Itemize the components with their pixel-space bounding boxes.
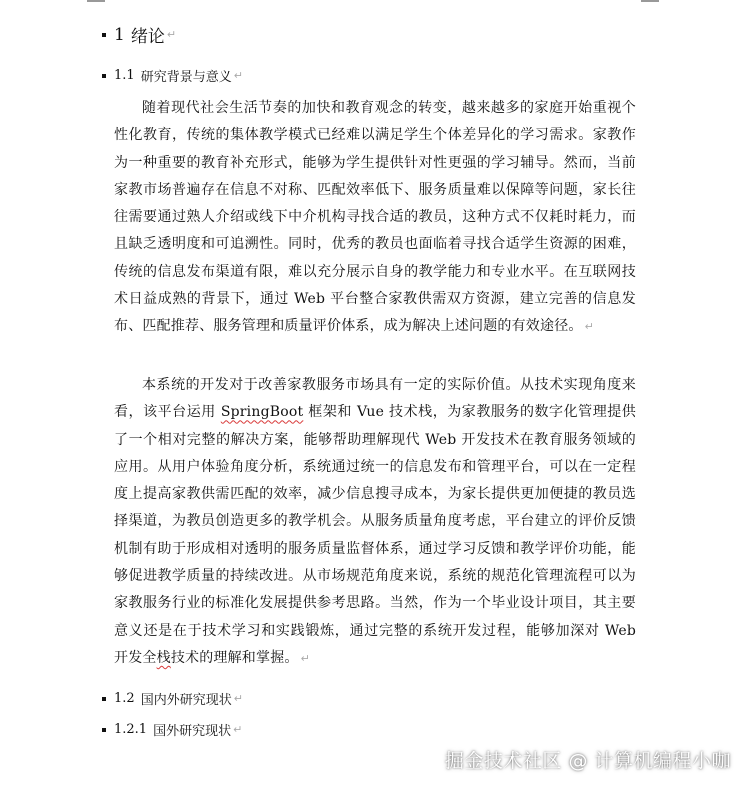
heading-bullet-icon [102, 728, 106, 732]
chapter-heading[interactable] [102, 22, 176, 47]
chapter-title: 绪论 [130, 27, 165, 47]
section-title: 国内外研究现状 [140, 693, 232, 708]
section-heading-1-2[interactable] [102, 689, 243, 708]
heading-bullet-icon [102, 697, 106, 701]
spellcheck-word-zhan[interactable]: 栈 [156, 649, 171, 666]
body-paragraph-1[interactable] [114, 95, 636, 341]
heading-bullet-icon [102, 74, 106, 78]
paragraph-text: 随着现代社会生活节奏的加快和教育观念的转变，越来越多的家庭开始重视个性化教育，传统的集体教学模式已经难以满足学生个体差异化的学习需求。家教作为一种重要的教育补充形式，能够为学生提供针对性更强的学习辅导。然而，当前家教市场普遍存在信息不对称、匹配效率低下、服务质量难以保障等问题，家长往往需要通过熟人介绍或线下中介机构寻找合适的教员，这种方式不仅耗时耗力，而且缺乏透明度和可追溯性。同时，优秀的教员也面临着寻找合适学生资源的困难，传统的信息发布渠道有限，难以充分展示自身的教学能力和专业水平。在互联网技术日益成熟的背景下，通过 Web 平台整合家教供需双方资源，建立完善的信息发布、匹配推荐、服务管理和质量评价体系，成为解决上述问题的有效途径。 [114, 100, 636, 335]
paragraph-text-end: 技术的理解和掌握。 [170, 649, 299, 666]
page-corner-mark-right [641, 0, 659, 2]
section-title: 研究背景与意义 [140, 70, 232, 85]
page-corner-mark-left [87, 0, 105, 2]
chapter-number: 1 [114, 24, 125, 45]
section-number: 1.2 [114, 691, 135, 706]
section-title: 国外研究现状 [153, 724, 232, 739]
section-number: 1.2.1 [114, 722, 148, 737]
heading-bullet-icon [102, 33, 106, 37]
section-heading-1-1[interactable] [102, 66, 243, 85]
paragraph-mark-icon: ↵ [233, 692, 243, 705]
paragraph-text-start: 本系统的开发对于改善家教服务市场具有一定的实际价值。从技术实现角度来看，该平台运用 [114, 377, 636, 421]
spellcheck-word-springboot[interactable]: SpringBoot [220, 404, 304, 421]
paragraph-text-middle: 框架和 Vue 技术栈，为家教服务的数字化管理提供了一个相对完整的解决方案，能够帮助理解现代 Web 开发技术在教育服务领域的应用。从用户体验角度分析，系统通过统一的信息发布和管理平台，可以在一定程度上提高家教供需匹配的效率，减少信息搜寻成本，为家长提供更加便捷的教员选择渠道，为教员创造更多的教学机会。从服务质量角度考虑，平台建立的评价反馈机制有助于形成相对透明的服务质量监督体系，通过学习反馈和教学评价功能，能够促进教学质量的持续改进。从市场规范角度来说，系统的规范化管理流程可以为家教服务行业的标准化发展提供参考思路。当然，作为一个毕业设计项目，其主要意义还是在于技术学习和实践锻炼，通过完整的系统开发过程，能够加深对 Web 开发全 [114, 404, 636, 666]
paragraph-mark-icon: ↵ [166, 28, 177, 41]
paragraph-mark-icon: ↵ [300, 651, 311, 665]
section-number: 1.1 [114, 68, 135, 83]
paragraph-mark-icon: ↵ [233, 69, 243, 82]
watermark: 掘金技术社区 @ 计算机编程小咖 [444, 750, 731, 772]
paragraph-mark-icon: ↵ [584, 320, 595, 334]
section-heading-1-2-1[interactable] [102, 720, 242, 739]
body-paragraph-2[interactable] [114, 372, 636, 672]
paragraph-mark-icon: ↵ [233, 723, 243, 736]
